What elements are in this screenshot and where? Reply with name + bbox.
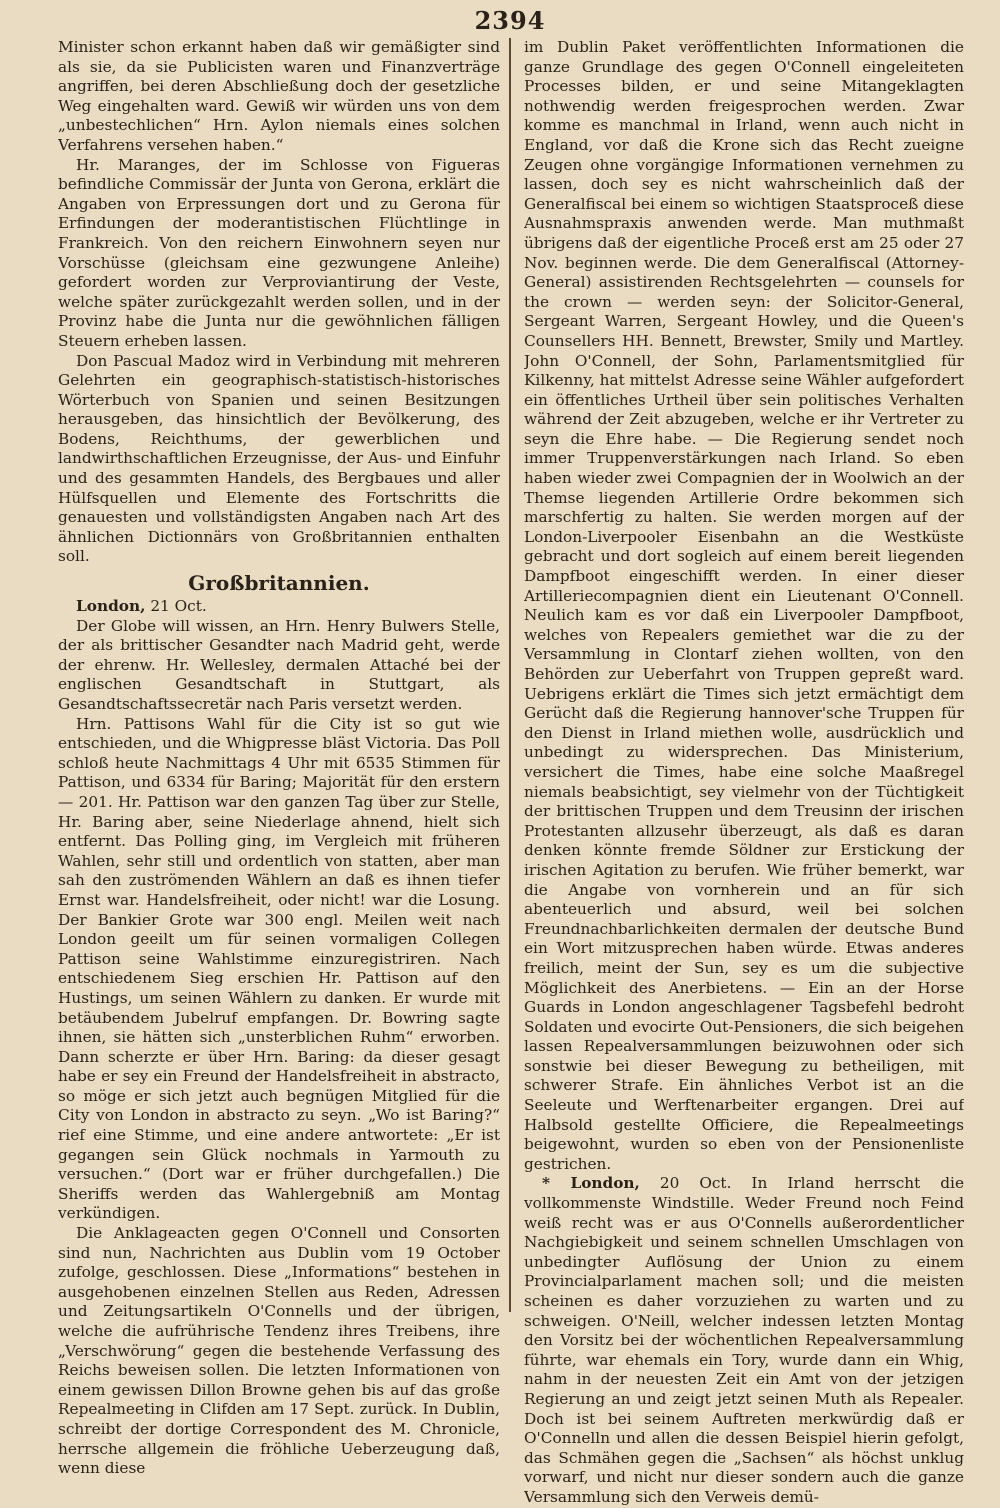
dateline-place: London, bbox=[76, 597, 146, 616]
right-paragraph-2 bbox=[524, 1174, 964, 1507]
left-paragraph-2: Hr. Maranges, der im Schlosse von Figueras befindliche Commissär der Junta von Gerona, erklärt die Angaben von Erpressungen dort und zu Gerona für Erfindungen der moderantistischen Flüchtlinge in Frankreich. Von den reichern Einwohnern seyen nur Vorschüsse (gleichsam eine gezwungene Anleihe) gefordert worden zur Verproviantirung der Veste, welche später zurückgezahlt werden sollen, und in der Provinz habe die Junta nur die gewöhnlichen fälligen Steuern erheben lassen. bbox=[58, 155, 500, 350]
dateline-date: 21 Oct. bbox=[150, 597, 207, 616]
column-divider bbox=[509, 38, 511, 1312]
dateline2-date: 20 Oct. In bbox=[659, 1174, 768, 1193]
section-heading: Großbritannien. bbox=[188, 571, 370, 596]
left-paragraph-3: Don Pascual Madoz wird in Verbindung mit mehreren Gelehrten ein geographisch-statistisch-historisches Wörterbuch von Spanien und seinen Besitzungen herausgeben, das hinsichtlich der Bevölkerung, des Bodens, Reichthums, der gewerblichen und landwirthschaftlichen Erzeugnisse, der Aus- und Einfuhr und des gesammten Handels, des Bergbaues und aller Hülfsquellen und Elemente des Fortschritts die genauesten und vollständigsten Angaben nach Art des ähnlichen Dictionnärs von Großbritannien enthalten soll. bbox=[58, 351, 500, 566]
dateline2-place: * London, bbox=[542, 1174, 640, 1193]
right-paragraph-1: im Dublin Paket veröffentlichten Informationen die ganze Grundlage des gegen O'Connell eingeleiteten Processes bilden, er und seine Mitangeklagten nothwendig werden freigesprochen werden. Zwar komme es manchmal in Irland, wenn auch nicht in England, vor daß die Krone sich das Recht zueigne Zeugen ohne vorgängige Informationen vernehmen zu lassen, doch sey es nicht wahrscheinlich daß der Generalfiscal bei einem so wichtigen Staatsproceß diese Ausnahmspraxis anwenden werde. Man muthmaßt übrigens daß der eigentliche Proceß erst am 25 oder 27 Nov. beginnen werde. Die dem Generalfiscal (Attorney-General) assistirenden Rechtsgelehrten — counsels for the crown — werden seyn: der Solicitor-General, Sergeant Warren, Sergeant Howley, und die Queen's Counsellers HH. Bennett, Brewster, Smily und Martley. John O'Connell, der Sohn, Parlamentsmitglied für Kilkenny, hat mittelst Adresse seine Wähler aufgefordert ein öffentliches Urtheil über sein politisches Verhalten während der Zeit abzugeben, welche er ihr Vertreter zu seyn die Ehre habe. — Die Regierung sendet noch immer Truppenverstärkungen nach Irland. So eben haben wieder zwei Compagnien der in Woolwich an der Themse liegenden Artillerie Ordre bekommen sich marschfertig zu halten. Sie werden morgen auf der London-Liverpooler Eisenbahn an die Westküste gebracht und dort sogleich auf einem bereit liegenden Dampfboot eingeschifft werden. In einer dieser Artilleriecompagnien dient ein Lieutenant O'Connell. Neulich kam es vor daß ein Liverpooler Dampfboot, welches von Repealers gemiethet war die zu der Versammlung in Clontarf ziehen wollten, von den Behörden zur Ueberfahrt von Truppen gepreßt ward. Uebrigens erklärt die Times sich jetzt ermächtigt dem Gerücht daß die Regierung hannover'sche Truppen für den Dienst in Irland miethen wolle, ausdrücklich und unbedingt zu widersprechen. Das Ministerium, versichert die Times, habe eine solche Maaßregel niemals beabsichtigt, sey vielmehr von der Tüchtigkeit der brittischen Truppen und dem Treusinn der irischen Protestanten allzusehr überzeugt, als daß es daran denken könnte fremde Söldner zur Erstickung der irischen Agitation zu berufen. Wie früher bemerkt, war die Angabe von vornherein und an für sich abenteuerlich und absurd, weil bei solchen Freundnachbarlichkeiten dermalen der deutsche Bund ein Wort mitzusprechen haben würde. Etwas anderes freilich, meint der Sun, sey es um die subjective Möglichkeit des Anerbietens. — Ein an der Horse Guards in London angeschlagener Tagsbefehl bedroht Soldaten und evocirte Out-Pensioners, die sich beigehen lassen Repealversammlungen beizuwohnen oder sich sonstwie bei dieser Bewegung zu betheiligen, mit schwerer Strafe. Ein ähnliches Verbot ist an die Seeleute und Werftenarbeiter ergangen. Drei auf Halbsold gestellte Officiere, die Repealmeetings beigewohnt, wurden so eben von der Pensionenliste gestrichen. bbox=[524, 38, 964, 1173]
page-number: 2394 bbox=[474, 6, 546, 35]
left-paragraph-6: Die Anklageacten gegen O'Connell und Consorten sind nun, Nachrichten aus Dublin vom 19 October zufolge, geschlossen. Diese „Informations“ bestehen in ausgehobenen einzelnen Stellen aus Reden, Adressen und Zeitungsartikeln O'Connells und der übrigen, welche die aufrührische Tendenz ihres Treibens, ihre „Verschwörung“ gegen die bestehende Verfassung des Reichs beweisen sollen. Die letzten Informationen von einem gewissen Dillon Browne gehen bis auf das große Repealmeeting in Clifden am 17 Sept. zurück. In Dublin, schreibt der dortige Correspondent des M. Chronicle, herrsche allgemein die fröhliche Ueberzeugung daß, wenn diese bbox=[58, 1224, 500, 1478]
right-column bbox=[524, 38, 964, 1508]
dateline-london-21 bbox=[58, 597, 500, 617]
left-paragraph-1: Minister schon erkannt haben daß wir gemäßigter sind als sie, da sie Publicisten waren und Finanzverträge angriffen, bei deren Abschließung doch der gesetzliche Weg eingehalten ward. Gewiß wir würden uns von dem „unbestechlichen“ Hrn. Aylon niemals eines solchen Verfahrens versehen haben.“ bbox=[58, 38, 500, 154]
left-paragraph-5: Hrn. Pattisons Wahl für die City ist so gut wie entschieden, und die Whigpresse bläst Victoria. Das Poll schloß heute Nachmittags 4 Uhr mit 6535 Stimmen für Pattison, und 6334 für Baring; Majorität für den erstern — 201. Hr. Pattison war den ganzen Tag über zur Stelle, Hr. Baring aber, seine Niederlage ahnend, hielt sich entfernt. Das Polling ging, im Vergleich mit früheren Wahlen, sehr still und ordentlich von statten, aber man sah den zuströmenden Wählern an daß es ihnen tiefer Ernst war. Handelsfreiheit, oder nicht! war die Losung. Der Bankier Grote war 300 engl. Meilen weit nach London geeilt um für seinen vormaligen Collegen Pattison seine Wahlstimme einzuregistriren. Nach entschiedenem Sieg erschien Hr. Pattison auf den Hustings, um seinen Wählern zu danken. Er wurde mit betäubendem Jubelruf empfangen. Dr. Bowring sagte ihnen, sie hätten sich „unsterblichen Ruhm“ erworben. Dann scherzte er über Hrn. Baring: da dieser gesagt habe er sey ein Freund der Handelsfreiheit in abstracto, so möge er sich jetzt auch begnügen Mitglied für die City von London in abstracto zu seyn. „Wo ist Baring?“ rief eine Stimme, und eine andere antwortete: „Er ist gegangen sein Glück nochmals in Yarmouth zu versuchen.“ (Dort war er früher durchgefallen.) Die Sheriffs werden das Wahlergebniß am Montag verkündigen. bbox=[58, 714, 500, 1223]
right-paragraph-2-text: Irland herrscht die vollkommenste Windstille. Weder Freund noch Feind weiß recht was er aus O'Connells außerordentlicher Nachgiebigkeit und seinem schnellen Umschlagen von unbedingter Auflösung der Union zu einem Provincialparlament machen soll; und die meisten scheinen es daher vorzuziehen zu warten und zu schweigen. O'Neill, welcher indessen letzten Montag den Vorsitz bei der wöchentlichen Repealversammlung führte, war ehemals ein Tory, wurde dann ein Whig, nahm in der neuesten Zeit ein Amt von der jetzigen Regierung an und zeigt jetzt seinen Muth als Repealer. Doch ist bei seinem Auftreten merkwürdig daß er O'Connelln und allen die dessen Beispiel hierin gefolgt, das Schmähen gegen die „Sachsen“ als höchst unklug vorwarf, und nicht nur dieser sondern auch die ganze Versammlung sich den Verweis demü- bbox=[524, 1174, 964, 1506]
left-column bbox=[58, 38, 500, 1479]
left-paragraph-4: Der Globe will wissen, an Hrn. Henry Bulwers Stelle, der als brittischer Gesandter nach Madrid geht, werde der ehrenw. Hr. Wellesley, dermalen Attaché bei der englischen Gesandtschaft in Stuttgart, als Gesandtschaftssecretär nach Paris versetzt werden. bbox=[58, 616, 500, 713]
